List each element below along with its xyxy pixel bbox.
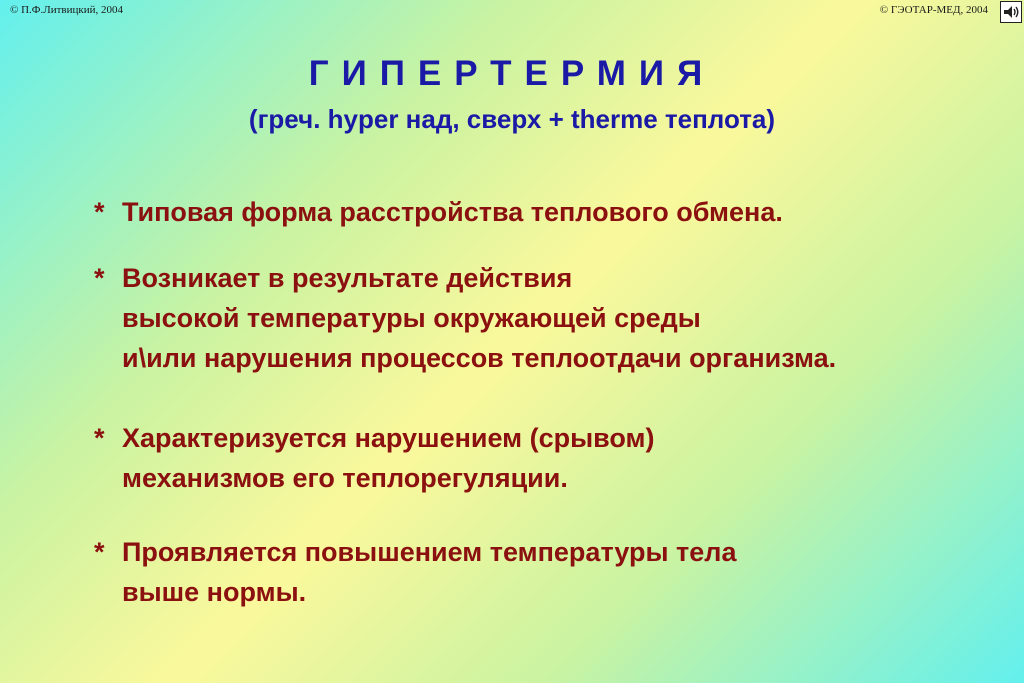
bullet-4-line-2: выше нормы.	[122, 577, 307, 607]
bullet-2-line-2: высокой температуры окружающей среды	[122, 303, 701, 333]
bullet-4	[94, 532, 736, 612]
bullet-3-line-2: механизмов его теплорегуляции.	[122, 463, 568, 493]
bullet-1	[94, 192, 783, 232]
bullet-marker: *	[94, 263, 105, 293]
bullet-2-line-1: Возникает в результате действия	[122, 263, 573, 293]
slide-subtitle: (греч. hyper над, сверх + therme теплота)	[248, 104, 776, 134]
bullet-3	[94, 418, 655, 498]
bullet-3-line-1: Характеризуется нарушением (срывом)	[122, 423, 655, 453]
bullet-marker: *	[94, 537, 105, 567]
copyright-right: © ГЭОТАР-МЕД, 2004	[879, 4, 988, 16]
bullet-4-line-1: Проявляется повышением температуры тела	[122, 537, 737, 567]
bullet-2-line-3: и\или нарушения процессов теплоотдачи организма.	[122, 343, 837, 373]
speaker-icon[interactable]	[1000, 1, 1022, 23]
bullet-marker: *	[94, 423, 105, 453]
bullet-marker: *	[94, 197, 105, 227]
bullet-2	[94, 258, 836, 378]
slide-title: ГИПЕРТЕРМИЯ	[308, 54, 716, 93]
copyright-left: © П.Ф.Литвицкий, 2004	[10, 4, 123, 16]
bullet-1-line-1: Типовая форма расстройства теплового обмена.	[122, 197, 783, 227]
